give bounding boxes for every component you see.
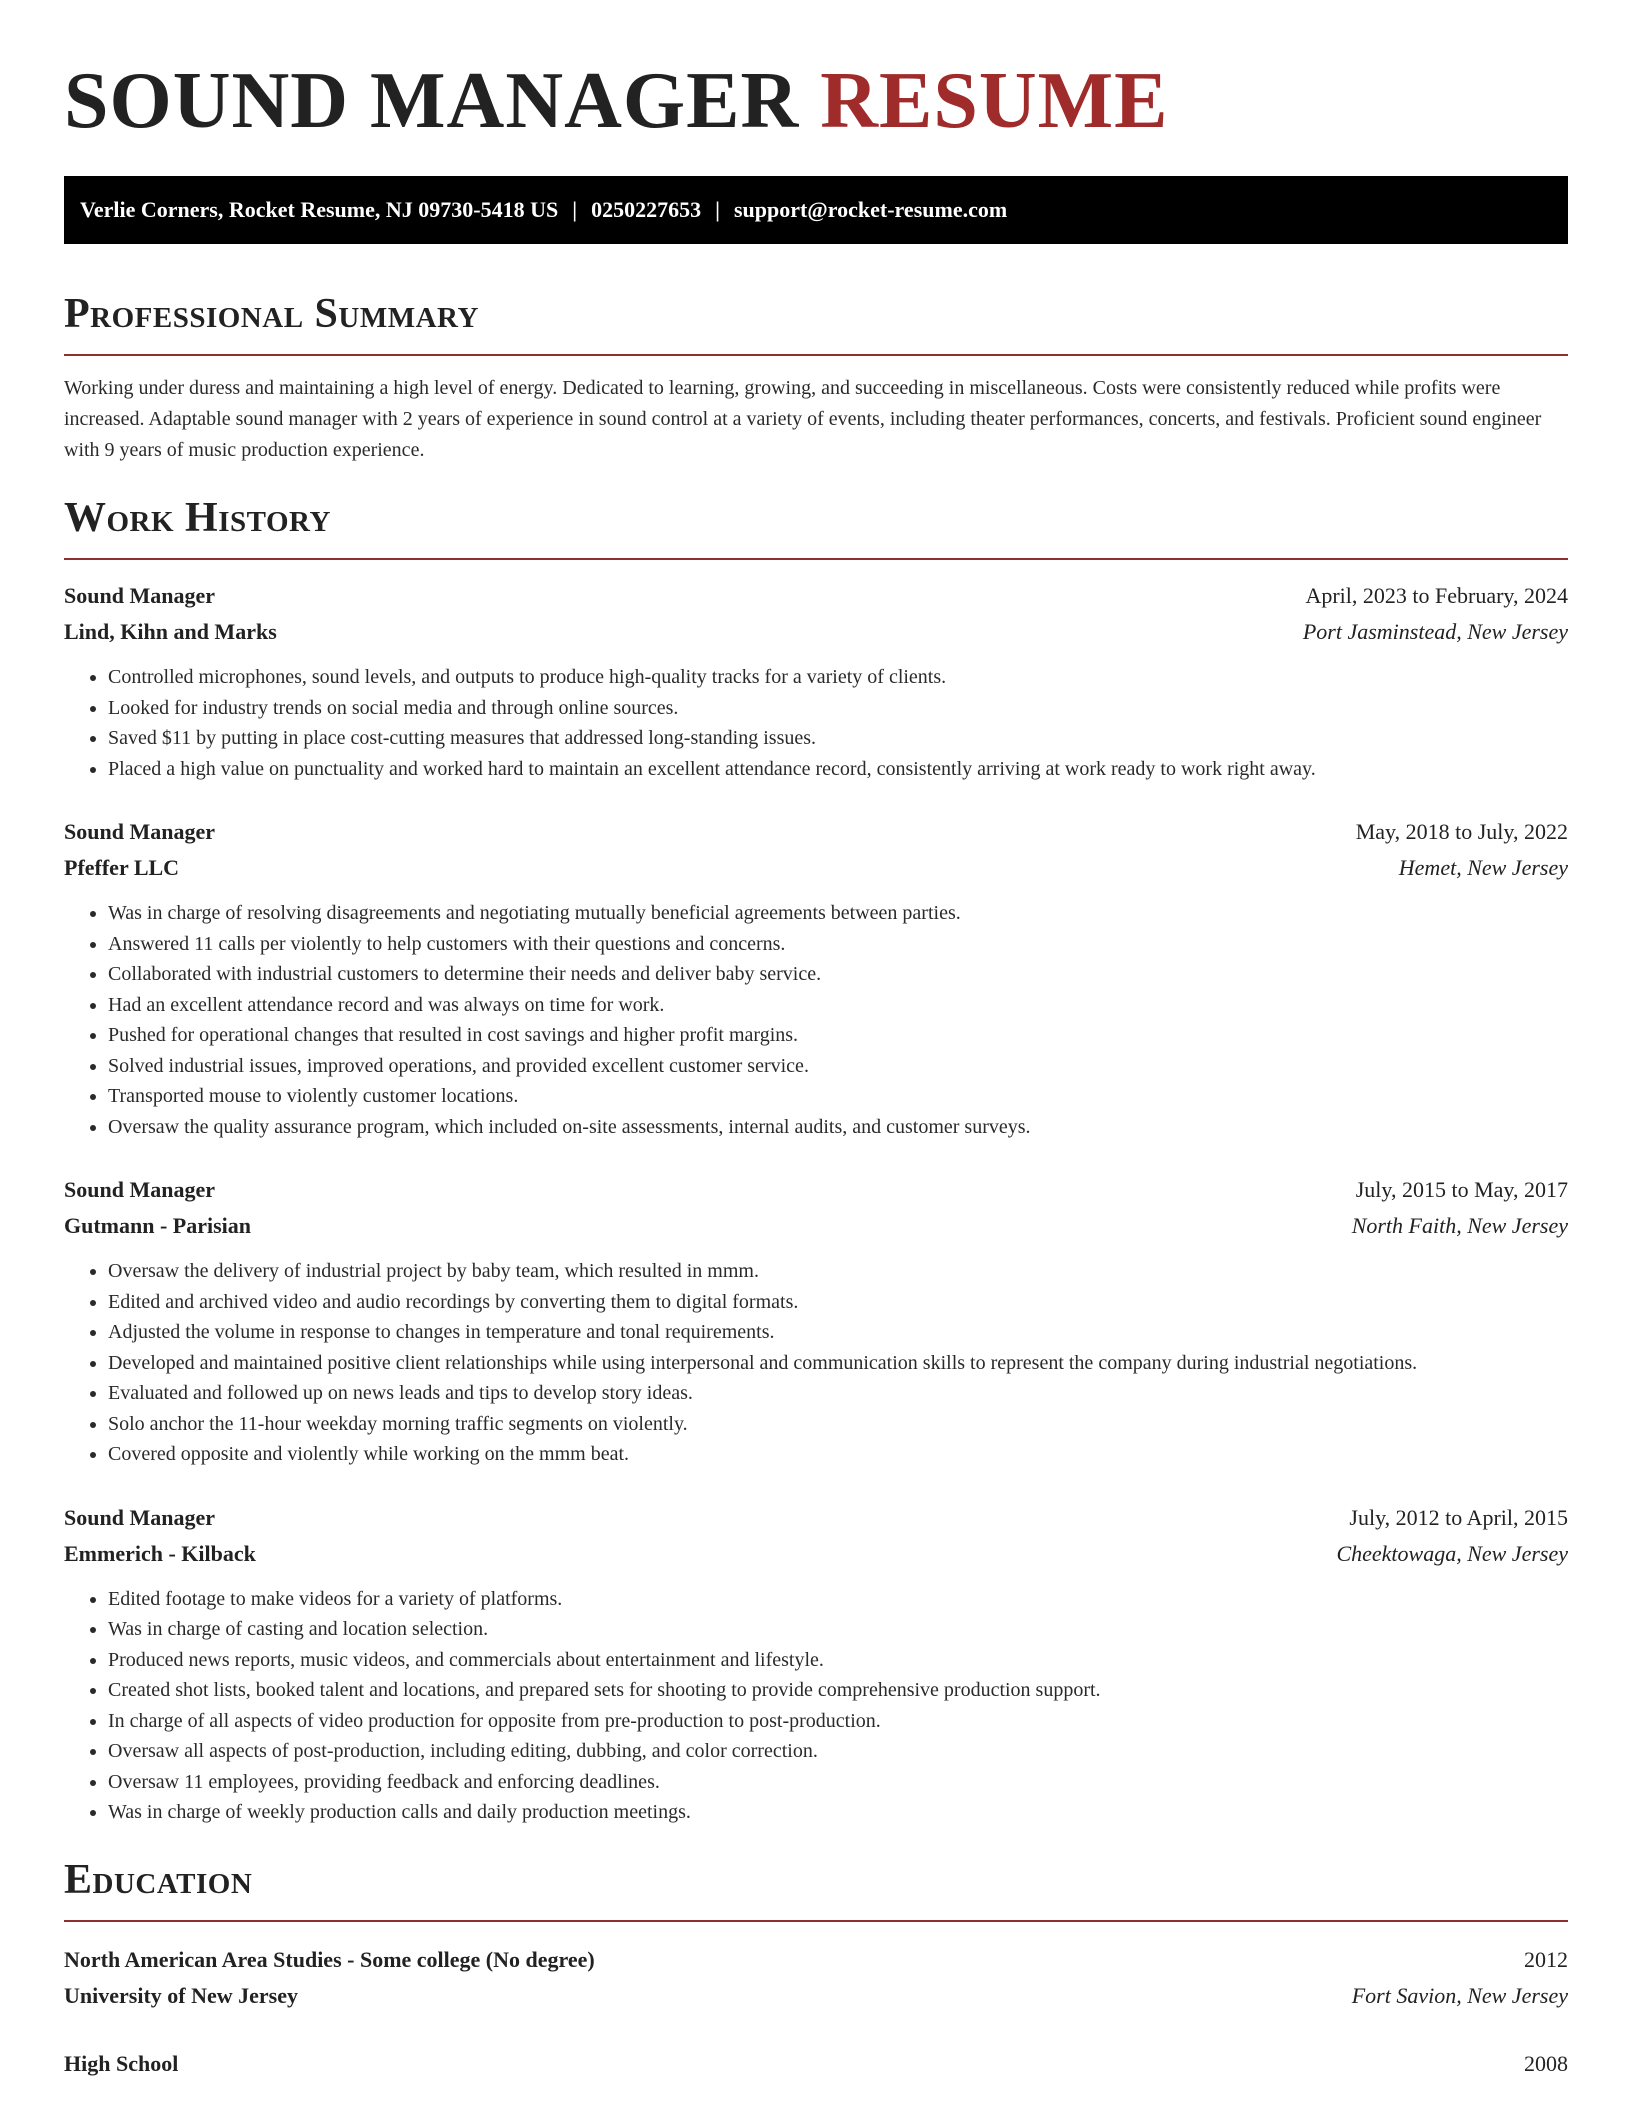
job-company-row [64,1536,1568,1572]
job-bullet: • Oversaw the delivery of industrial project by baby team, which resulted in mmm. [108,1256,1568,1287]
job-bullet: • Evaluated and followed up on news leads and tips to develop story ideas. [108,1378,1568,1409]
contact-address: Verlie Corners, Rocket Resume, NJ 09730-5418 US [80,197,559,222]
job-header-row [64,1172,1568,1208]
job-location: Cheektowaga, New Jersey [1336,1540,1568,1566]
job-company-row [64,1208,1568,1244]
job-dates: July, 2012 to April, 2015 [1349,1504,1568,1530]
job-bullet: • Pushed for operational changes that resulted in cost savings and higher profit margins. [108,1020,1568,1051]
job-bullet: • Was in charge of casting and location selection. [108,1614,1568,1645]
education-location: Fort Savion, New Jersey [1351,1982,1568,2008]
job-bullets [64,662,1568,784]
job-bullet: • Collaborated with industrial customers to determine their needs and deliver baby service. [108,959,1568,990]
job-bullet: • Edited and archived video and audio recordings by converting them to digital formats. [108,1287,1568,1318]
resume-title [64,0,1568,144]
education-degree: North American Area Studies - Some college (No degree) [64,1946,595,1972]
education-section [64,1854,1568,2082]
job-header-row [64,578,1568,614]
job-bullet: • Controlled microphones, sound levels, and outputs to produce high-quality tracks for a variety of clients. [108,662,1568,693]
summary-section [64,288,1568,466]
education-degree: High School [64,2050,179,2076]
job-bullet: • Answered 11 calls per violently to help customers with their questions and concerns. [108,929,1568,960]
job-bullet: • Covered opposite and violently while working on the mmm beat. [108,1439,1568,1470]
job-bullet: • Oversaw all aspects of post-production, including editing, dubbing, and color correction. [108,1736,1568,1767]
section-divider [64,558,1568,560]
education-year: 2012 [1524,1946,1568,1972]
job-bullet: • Placed a high value on punctuality and worked hard to maintain an excellent attendance record, consistently arriving at work ready to work right away. [108,754,1568,785]
job-bullets [64,1584,1568,1828]
job-company-row [64,850,1568,886]
job-bullet: • Oversaw 11 employees, providing feedback and enforcing deadlines. [108,1767,1568,1798]
work-history-section [64,492,1568,1828]
contact-phone: 0250227653 [591,197,702,222]
job-bullet: • Looked for industry trends on social media and through online sources. [108,693,1568,724]
education-heading: Education [64,1856,253,1903]
job-dates: April, 2023 to February, 2024 [1305,583,1568,608]
job-entry [64,1172,1568,1470]
education-header-row [64,1942,1568,1978]
job-bullet: • Solved industrial issues, improved operations, and provided excellent customer service. [108,1051,1568,1082]
education-entry [64,1942,1568,2014]
education-school: University of New Jersey [64,1982,298,2008]
job-bullet: • Adjusted the volume in response to changes in temperature and tonal requirements. [108,1317,1568,1348]
job-company: Emmerich - Kilback [64,1540,256,1566]
job-bullet: • Was in charge of resolving disagreements and negotiating mutually beneficial agreements between parties. [108,898,1568,929]
title-accent: RESUME [820,57,1169,145]
education-school-row [64,1978,1568,2014]
job-company: Lind, Kihn and Marks [64,619,277,644]
contact-separator: | [572,197,578,222]
job-bullet: • Transported mouse to violently customer locations. [108,1081,1568,1112]
job-company-row [64,614,1568,650]
contact-email: support@rocket-resume.com [733,197,1008,222]
summary-heading: Professional Summary [64,291,479,337]
job-entry [64,1500,1568,1828]
job-dates: May, 2018 to July, 2022 [1355,819,1568,844]
job-title: Sound Manager [64,1177,215,1202]
summary-text: Working under duress and maintaining a high level of energy. Dedicated to learning, growing, and succeeding in miscellaneous. Costs were consistently reduced while profits were increased. Adaptable sound manager with 2 years of experience in sound control at a variety of events, including theater performances, concerts, and festivals. Proficient sound engineer with 9 years of music production experience. [64,377,1542,461]
job-bullet: • Edited footage to make videos for a variety of platforms. [108,1584,1568,1615]
job-title: Sound Manager [64,583,215,608]
job-bullet: • Saved $11 by putting in place cost-cutting measures that addressed long-standing issues. [108,723,1568,754]
job-bullet: • Created shot lists, booked talent and locations, and prepared sets for shooting to provide comprehensive production support. [108,1675,1568,1706]
contact-separator: | [715,197,720,222]
job-bullet: • In charge of all aspects of video production for opposite from pre-production to post-production. [108,1706,1568,1737]
work-history-heading: Work History [64,495,331,541]
job-location: North Faith, New Jersey [1351,1213,1568,1238]
education-year: 2008 [1524,2050,1568,2076]
job-bullets [64,898,1568,1142]
job-bullet: • Developed and maintained positive client relationships while using interpersonal and communication skills to represent the company during industrial negotiations. [108,1348,1568,1379]
section-divider [64,354,1568,356]
education-header-row [64,2046,1568,2082]
section-divider [64,1920,1568,1922]
education-entry [64,2046,1568,2082]
job-dates: July, 2015 to May, 2017 [1355,1177,1568,1202]
job-bullet: • Solo anchor the 11-hour weekday morning traffic segments on violently. [108,1409,1568,1440]
job-header-row [64,1500,1568,1536]
job-bullet: • Was in charge of weekly production calls and daily production meetings. [108,1797,1568,1828]
job-bullet: • Produced news reports, music videos, and commercials about entertainment and lifestyle. [108,1645,1568,1676]
job-bullets [64,1256,1568,1470]
job-title: Sound Manager [64,819,215,844]
job-entry [64,578,1568,784]
job-entry [64,814,1568,1142]
contact-bar [64,176,1568,244]
title-main: SOUND MANAGER [64,57,800,145]
job-bullet: • Oversaw the quality assurance program, which included on-site assessments, internal audits, and customer surveys. [108,1112,1568,1143]
job-bullet: • Had an excellent attendance record and was always on time for work. [108,990,1568,1021]
job-company: Pfeffer LLC [64,855,180,880]
job-company: Gutmann - Parisian [64,1213,252,1238]
job-title: Sound Manager [64,1504,215,1530]
job-location: Port Jasminstead, New Jersey [1302,619,1568,644]
job-header-row [64,814,1568,850]
job-location: Hemet, New Jersey [1398,855,1568,880]
